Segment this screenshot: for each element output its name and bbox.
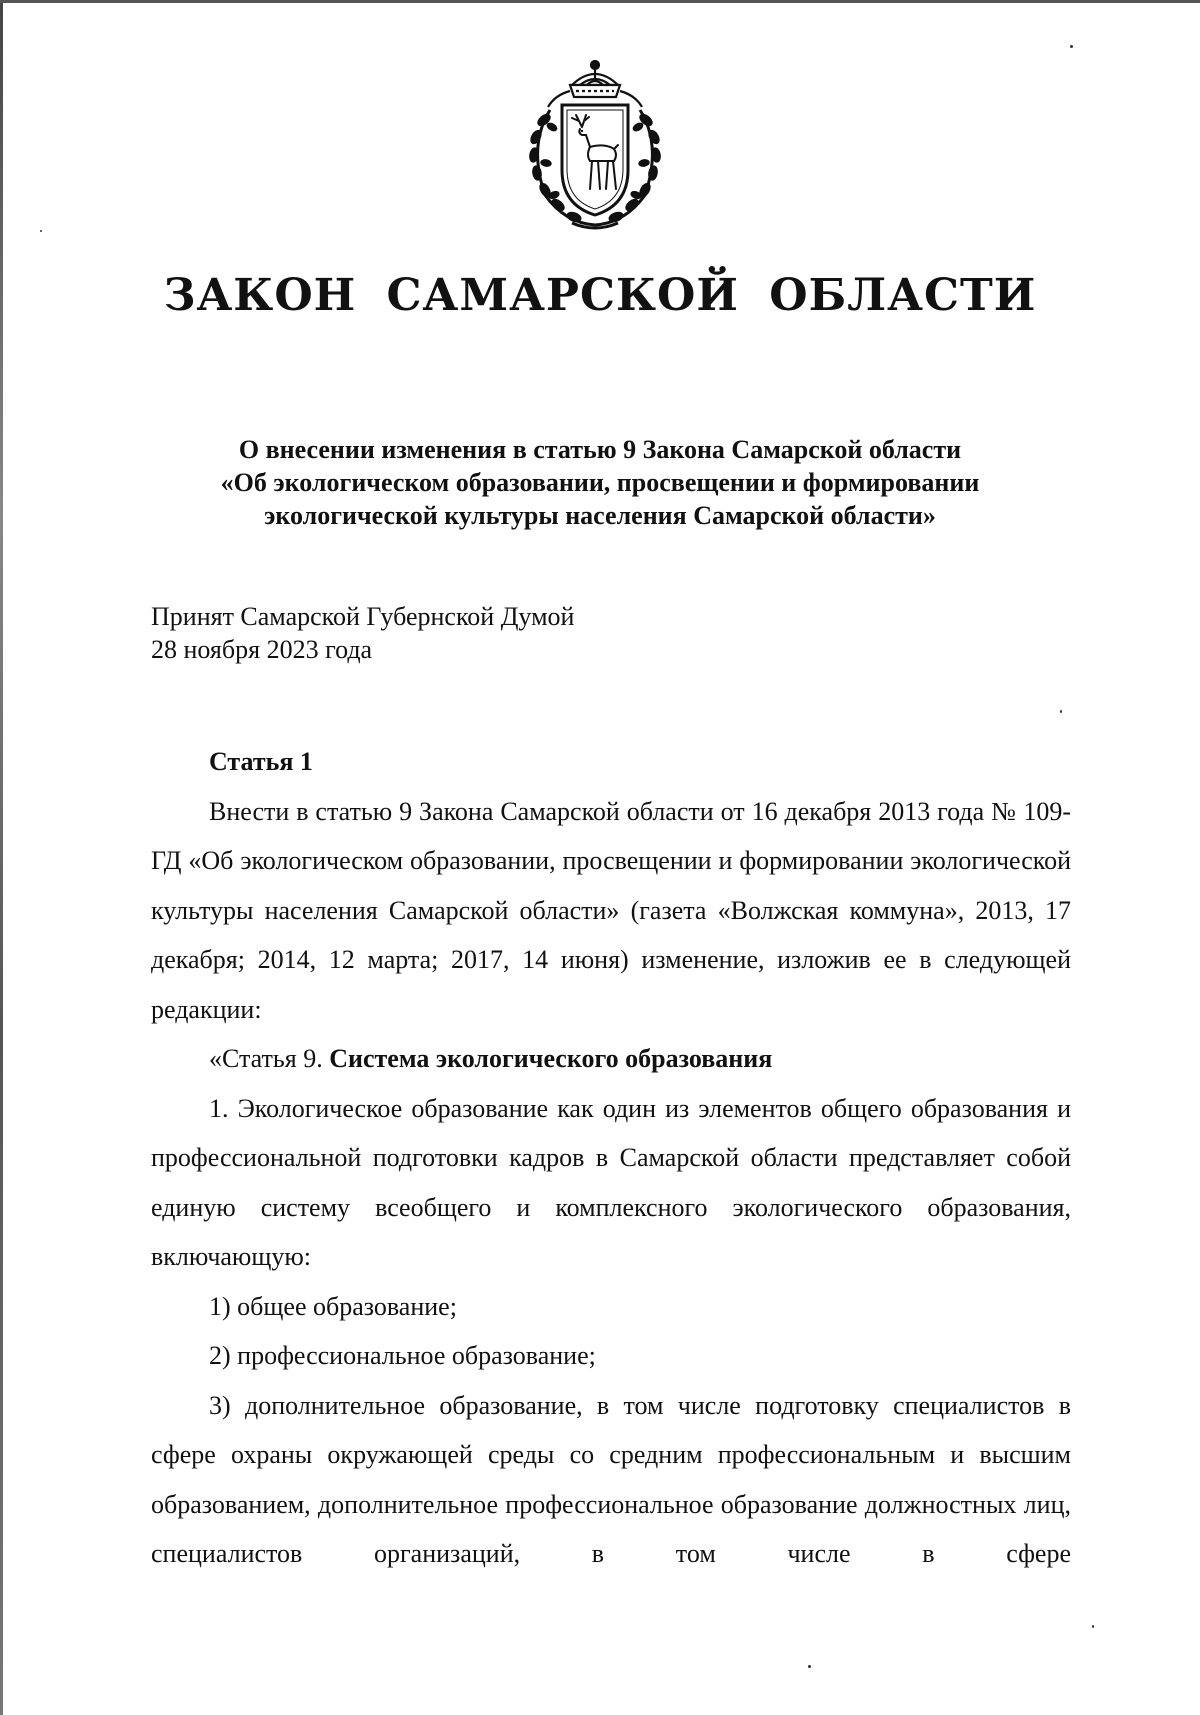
scan-edge-left (0, 0, 3, 1715)
adoption-line: Принят Самарской Губернской Думой (151, 602, 575, 631)
scan-speck (1060, 710, 1062, 713)
subtitle-line: экологической культуры населения Самарской области» (264, 501, 936, 530)
article9-prefix: «Статья 9. (209, 1044, 330, 1073)
scan-speck (1070, 45, 1073, 48)
article9-heading (151, 1034, 1071, 1084)
paragraph: Внести в статью 9 Закона Самарской области от 16 декабря 2013 года № 109-ГД «Об экологическом образовании, просвещении и формировании экологической культуры населения Самарской области» (газета «Волжская коммуна», 2013, 17 декабря; 2014, 12 марта; 2017, 14 июня) изменение, изложив ее в следующей редакции: (151, 796, 1071, 1024)
document-subtitle (150, 433, 1050, 532)
list-item: 2) профессиональное образование; (209, 1341, 596, 1370)
paragraph: 1. Экологическое образование как один из элементов общего образования и профессиональной подготовки кадров в Самарской области представляет собой единую систему всеобщего и комплексного экологического образования, включающую: (151, 1093, 1071, 1271)
article-heading: Статья 1 (209, 747, 313, 776)
scan-speck (1092, 1625, 1094, 1628)
document-body (151, 737, 1071, 1579)
document-title: ЗАКОН САМАРСКОЙ ОБЛАСТИ (163, 270, 1037, 321)
article9-title: Система экологического образования (329, 1044, 773, 1073)
scan-speck (808, 1665, 811, 1668)
adoption-info (151, 600, 574, 666)
subtitle-line: «Об экологическом образовании, просвещении и формировании (220, 468, 980, 497)
samara-region-coat-of-arms-icon (510, 55, 680, 235)
list-item: 1) общее образование; (209, 1291, 457, 1321)
subtitle-line: О внесении изменения в статью 9 Закона Самарской области (238, 435, 962, 464)
adoption-date: 28 ноября 2023 года (151, 635, 373, 664)
scan-edge-top (0, 0, 1200, 3)
list-item: 3) дополнительное образование, в том числе подготовку специалистов в сфере охраны окружающей среды со средним профессиональным и высшим образованием, дополнительное профессиональное образование должностных лиц, специалистов организаций, в том числе в сфере (151, 1390, 1071, 1568)
scan-speck (40, 230, 42, 232)
